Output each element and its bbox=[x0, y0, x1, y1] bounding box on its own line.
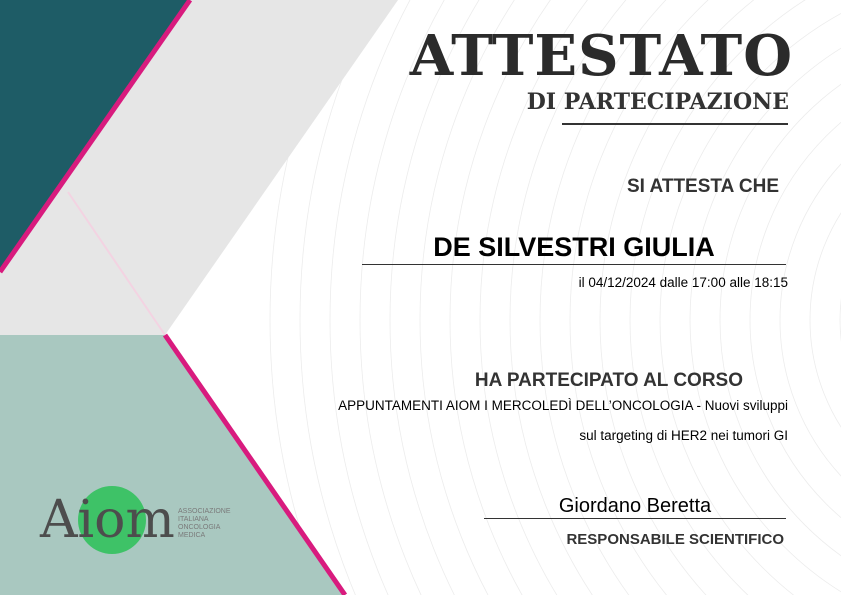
signature-line bbox=[484, 518, 786, 519]
signatory-role: RESPONSABILE SCIENTIFICO bbox=[566, 531, 784, 548]
course-title-line-2: sul targeting di HER2 nei tumori GI bbox=[579, 428, 788, 443]
logo-org-line: ONCOLOGIA bbox=[178, 524, 221, 531]
aiom-logo bbox=[38, 484, 238, 564]
certificate-subtitle: DI PARTECIPAZIONE bbox=[526, 89, 789, 115]
participant-name: DE SILVESTRI GIULIA bbox=[433, 232, 715, 262]
event-date: il 04/12/2024 dalle 17:00 alle 18:15 bbox=[578, 275, 788, 290]
logo-wordmark: Aiom bbox=[40, 490, 175, 550]
course-title-line-1: APPUNTAMENTI AIOM I MERCOLEDÌ DELL’ONCOLOGIA - Nuovi sviluppi bbox=[338, 398, 788, 413]
course-heading: HA PARTECIPATO AL CORSO bbox=[474, 370, 743, 391]
declaration-label: SI ATTESTA CHE bbox=[627, 176, 779, 197]
logo-org-line: MEDICA bbox=[178, 532, 206, 539]
subtitle-underline bbox=[562, 123, 788, 125]
logo-org-line: ASSOCIAZIONE bbox=[178, 508, 231, 515]
signatory-name: Giordano Beretta bbox=[558, 495, 712, 517]
certificate-title: ATTESTATO bbox=[409, 23, 793, 89]
logo-org-name bbox=[178, 508, 231, 540]
logo-org-line: ITALIANA bbox=[178, 516, 209, 523]
name-underline bbox=[362, 264, 786, 265]
